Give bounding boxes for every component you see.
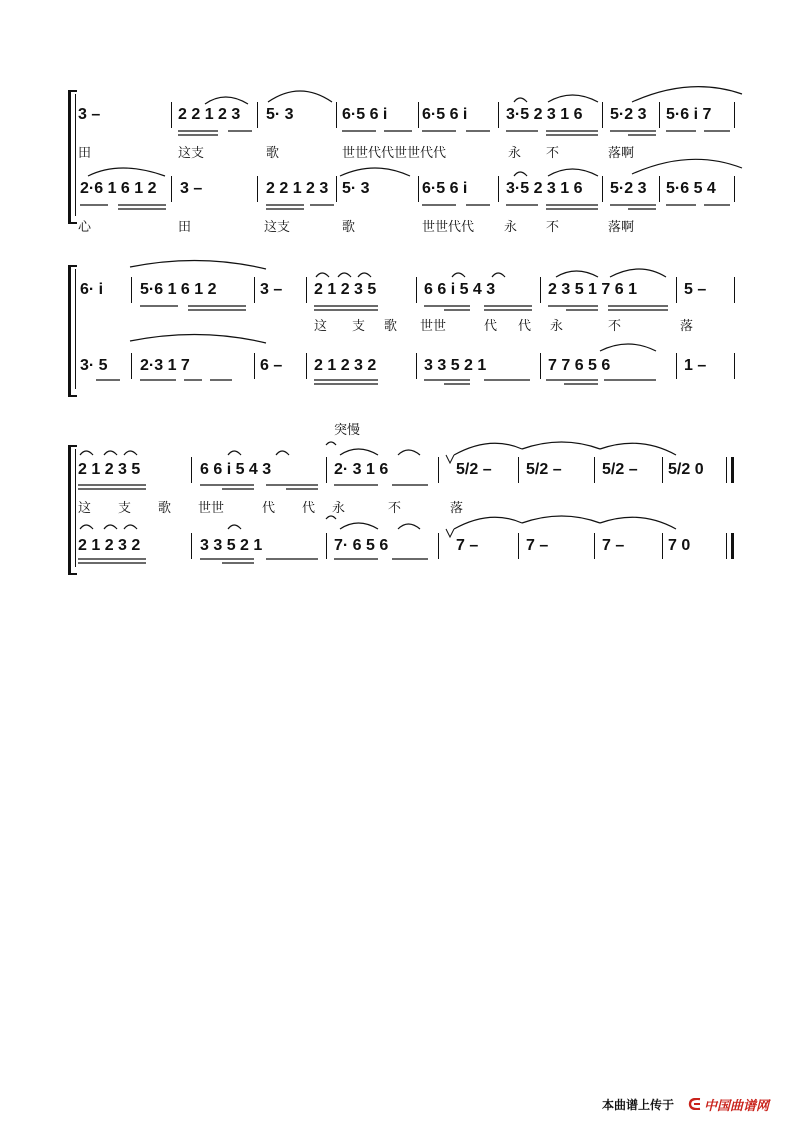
measure: 3·5 2 3 1 6: [506, 180, 583, 197]
lyric: 歌: [342, 220, 356, 235]
lyric: 永: [504, 220, 518, 235]
measure: 5·6 5 4: [666, 180, 716, 197]
barline: [191, 457, 192, 483]
barline: [254, 277, 255, 303]
barline: [659, 176, 660, 202]
barline: [438, 457, 439, 483]
barline: [336, 176, 337, 202]
lower-staff: [0, 353, 792, 379]
barline: [518, 533, 519, 559]
lyric: 不: [546, 146, 560, 161]
barline: [540, 353, 541, 379]
barline: [734, 353, 735, 379]
measure: 6 –: [260, 357, 283, 374]
lyric: 代: [518, 319, 532, 334]
barline: [518, 457, 519, 483]
lyric: 落啊: [608, 220, 635, 235]
measure: 7 –: [526, 537, 549, 554]
measure: 5/2 –: [526, 461, 562, 478]
barline: [416, 353, 417, 379]
lyric: 支: [118, 501, 132, 516]
lyric: 世世代代: [422, 220, 475, 235]
lyric: 永: [550, 319, 564, 334]
lyric: 不: [546, 220, 560, 235]
lyric: 这支: [264, 220, 291, 235]
barline: [171, 102, 172, 128]
barline: [336, 102, 337, 128]
site-logo-icon: [688, 1098, 702, 1110]
lyric: 世世代代世世代代: [342, 146, 447, 161]
lyric: 不: [608, 319, 622, 334]
lower-staff: [0, 176, 792, 202]
measure: 7· 6 5 6: [334, 537, 389, 554]
measure: 6·5 6 i: [422, 180, 468, 197]
measure: 5· 3: [266, 106, 294, 123]
barline: [662, 533, 663, 559]
upper-staff: [0, 277, 792, 303]
barline: [191, 533, 192, 559]
measure: 7 0: [668, 537, 691, 554]
lyric: 田: [178, 220, 192, 235]
measure: 6 6 i 5 4 3: [424, 281, 496, 298]
barline: [659, 102, 660, 128]
barline: [602, 102, 603, 128]
measure: 3 3 5 2 1: [200, 537, 263, 554]
measure: 6 6 i 5 4 3: [200, 461, 272, 478]
barline: [734, 102, 735, 128]
lyric: 落啊: [608, 146, 635, 161]
lyric: 代: [302, 501, 316, 516]
measure: 5· 3: [342, 180, 370, 197]
barline: [498, 102, 499, 128]
lyric: 永: [508, 146, 522, 161]
barline: [326, 533, 327, 559]
measure: 2 3 5 1 7 6 1: [548, 281, 637, 298]
upload-notice: 本曲谱上传于: [602, 1098, 675, 1112]
lyric: 支: [352, 319, 366, 334]
lyric: 歌: [158, 501, 172, 516]
barline: [418, 176, 419, 202]
final-barline-thin: [726, 533, 727, 559]
measure: 7 7 6 5 6: [548, 357, 611, 374]
measure: 2 1 2 3 2: [78, 537, 141, 554]
measure: 5/2 –: [602, 461, 638, 478]
measure: 2 1 2 3 2: [314, 357, 377, 374]
barline: [662, 457, 663, 483]
lyric: 田: [78, 146, 92, 161]
lyric: 世世: [420, 319, 447, 334]
measure: 2·6 1 6 1 2: [80, 180, 157, 197]
barline: [676, 277, 677, 303]
measure: 2 1 2 3 5: [314, 281, 377, 298]
barline: [306, 353, 307, 379]
barline: [416, 277, 417, 303]
barline: [171, 176, 172, 202]
lyric: 心: [78, 220, 92, 235]
final-barline-thick: [731, 533, 734, 559]
measure: 2 1 2 3 5: [78, 461, 141, 478]
barline: [734, 277, 735, 303]
measure: 5/2 0: [668, 461, 704, 478]
measure: 2·3 1 7: [140, 357, 190, 374]
measure: 5·2 3: [610, 180, 647, 197]
measure: 5·2 3: [610, 106, 647, 123]
barline: [257, 176, 258, 202]
measure: 3·5 2 3 1 6: [506, 106, 583, 123]
upper-staff: [0, 457, 792, 483]
measure: 3 3 5 2 1: [424, 357, 487, 374]
barline: [602, 176, 603, 202]
lyric: 代: [262, 501, 276, 516]
measure: 2 2 1 2 3: [178, 106, 241, 123]
barline: [418, 102, 419, 128]
measure: 1 –: [684, 357, 707, 374]
barline: [306, 277, 307, 303]
lyric: 歌: [266, 146, 280, 161]
barline: [257, 102, 258, 128]
lyric: 不: [388, 501, 402, 516]
lyric: 这: [78, 501, 92, 516]
barline: [676, 353, 677, 379]
lyric: 落: [680, 319, 694, 334]
final-barline-thin: [726, 457, 727, 483]
measure: 5 –: [684, 281, 707, 298]
measure: 7 –: [456, 537, 479, 554]
measure: 6· i: [80, 281, 104, 298]
barline: [131, 277, 132, 303]
measure: 6·5 6 i: [342, 106, 388, 123]
lower-staff: [0, 533, 792, 559]
measure: 2· 3 1 6: [334, 461, 389, 478]
barline: [498, 176, 499, 202]
barline: [540, 277, 541, 303]
measure: 3 –: [78, 106, 101, 123]
barline: [131, 353, 132, 379]
measure: 2 2 1 2 3: [266, 180, 329, 197]
measure: 3 –: [260, 281, 283, 298]
measure: 5·6 1 6 1 2: [140, 281, 217, 298]
measure: 3 –: [180, 180, 203, 197]
lyric: 永: [332, 501, 346, 516]
lyric: 世世: [198, 501, 225, 516]
measure: 3· 5: [80, 357, 108, 374]
tempo-mark: 突慢: [334, 423, 361, 438]
lyric: 这支: [178, 146, 205, 161]
barline: [594, 457, 595, 483]
barline: [254, 353, 255, 379]
site-logo-text[interactable]: 中国曲谱网: [704, 1099, 770, 1114]
lyric: 落: [450, 501, 464, 516]
lyric: 歌: [384, 319, 398, 334]
barline: [326, 457, 327, 483]
lyric: 这: [314, 319, 328, 334]
barline: [734, 176, 735, 202]
lyric: 代: [484, 319, 498, 334]
measure: 5/2 –: [456, 461, 492, 478]
barline: [438, 533, 439, 559]
measure: 5·6 i 7: [666, 106, 712, 123]
barline: [594, 533, 595, 559]
measure: 6·5 6 i: [422, 106, 468, 123]
upper-staff: [0, 102, 792, 128]
measure: 7 –: [602, 537, 625, 554]
final-barline-thick: [731, 457, 734, 483]
